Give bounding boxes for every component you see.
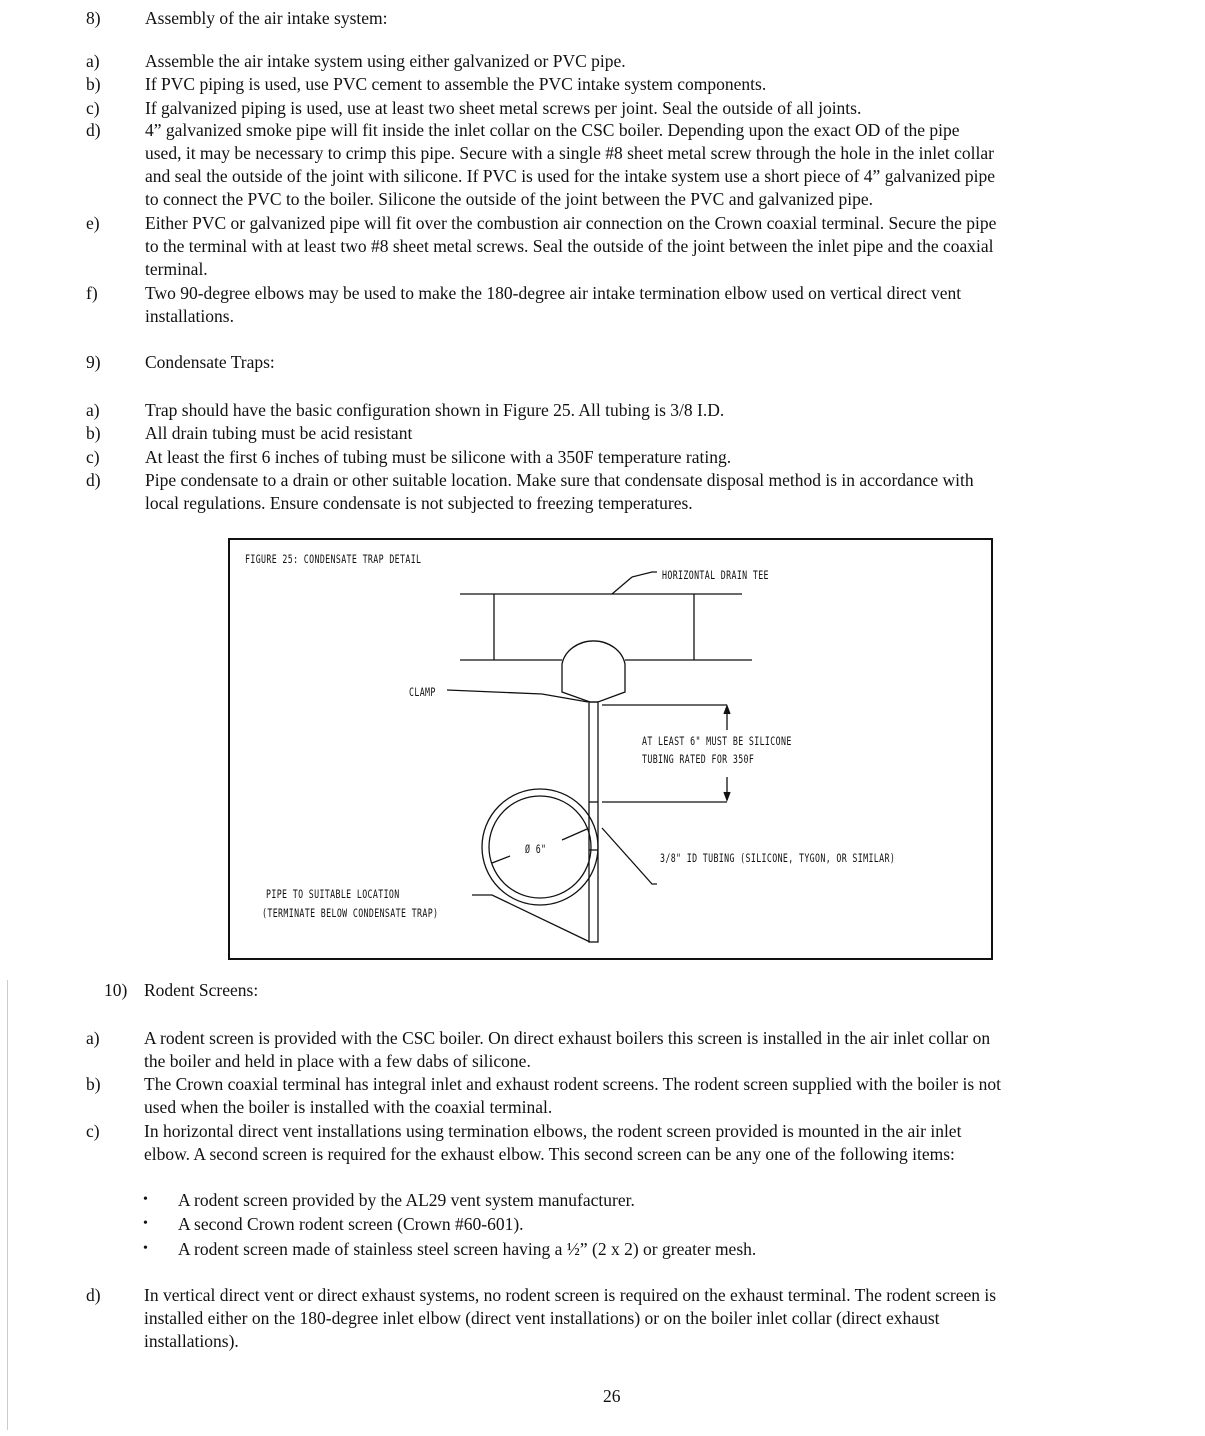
item-text-line: Either PVC or galvanized pipe will fit over the combustion air connection on the Crown coaxial terminal. Secure the pipe	[145, 213, 997, 233]
figure-title: FIGURE 25: CONDENSATE TRAP DETAIL	[245, 552, 422, 566]
scan-edge	[7, 980, 8, 1430]
item-label: 8)	[86, 8, 101, 28]
item-text-line: If galvanized piping is used, use at least two sheet metal screws per joint. Seal the outside of all joints.	[145, 98, 862, 118]
tubing	[589, 702, 598, 942]
item-text-line: used, it may be necessary to crimp this pipe. Secure with a single #8 sheet metal screw through the hole in the inlet collar	[145, 143, 994, 163]
item-text-line: The Crown coaxial terminal has integral inlet and exhaust rodent screens. The rodent screen supplied with the boiler is not	[144, 1074, 1001, 1094]
item-text-line: A rodent screen provided by the AL29 vent system manufacturer.	[178, 1190, 635, 1210]
item-text-line: Assemble the air intake system using either galvanized or PVC pipe.	[145, 51, 626, 71]
clamp-label: CLAMP	[409, 685, 436, 699]
item-text-line: Rodent Screens:	[144, 980, 259, 1000]
tubing-leader	[602, 828, 657, 884]
item-label: c)	[86, 1121, 100, 1141]
item-text-line: installed either on the 180-degree inlet elbow (direct vent installations) or on the boiler inlet collar (direct exhaust	[144, 1308, 940, 1328]
item-text-line: local regulations. Ensure condensate is not subjected to freezing temperatures.	[145, 493, 693, 513]
item-text-line: installations).	[144, 1331, 239, 1351]
item-text-line: and seal the outside of the joint with silicone. If PVC is used for the intake system use a short piece of 4” galvanized pipe	[145, 166, 995, 186]
item-label: d)	[86, 470, 101, 490]
item-label: a)	[86, 400, 100, 420]
item-text-line: installations.	[145, 306, 234, 326]
clamp-leader	[447, 690, 588, 702]
item-label: e)	[86, 213, 100, 233]
item-text-line: used when the boiler is installed with the coaxial terminal.	[144, 1097, 553, 1117]
item-text-line: At least the first 6 inches of tubing must be silicone with a 350F temperature rating.	[145, 447, 732, 467]
item-text-line: If PVC piping is used, use PVC cement to assemble the PVC intake system components.	[145, 74, 767, 94]
item-label: c)	[86, 98, 100, 118]
item-text-line: to the terminal with at least two #8 sheet metal screws. Seal the outside of the joint between the inlet pipe and the coaxial	[145, 236, 994, 256]
item-text-line: Trap should have the basic configuration shown in Figure 25. All tubing is 3/8 I.D.	[145, 400, 725, 420]
item-text-line: terminal.	[145, 259, 208, 279]
item-label: f)	[86, 283, 98, 303]
item-label: d)	[86, 120, 101, 140]
tubing-label: 3/8" ID TUBING (SILICONE, TYGON, OR SIMILAR)	[660, 851, 896, 865]
item-text-line: In vertical direct vent or direct exhaust systems, no rodent screen is required on the exhaust terminal. The rodent screen is	[144, 1285, 997, 1305]
item-text-line: 4” galvanized smoke pipe will fit inside the inlet collar on the CSC boiler. Depending upon the exact OD of the pipe	[145, 120, 960, 140]
pipe-label-1: PIPE TO SUITABLE LOCATION	[266, 887, 400, 901]
diameter-label: Ø 6"	[525, 842, 547, 856]
item-label: •	[143, 1216, 148, 1231]
item-text-line: to connect the PVC to the boiler. Silicone the outside of the joint between the PVC and galvanized pipe.	[145, 189, 874, 209]
figure-25-condensate-trap	[228, 538, 993, 960]
item-text-line: In horizontal direct vent installations using termination elbows, the rodent screen provided is mounted in the air inlet	[144, 1121, 962, 1141]
item-text-line: elbow. A second screen is required for the exhaust elbow. This second screen can be any one of the following items:	[144, 1144, 955, 1164]
item-label: •	[143, 1192, 148, 1207]
item-label: b)	[86, 1074, 101, 1094]
item-text-line: the boiler and held in place with a few dabs of silicone.	[144, 1051, 531, 1071]
item-text-line: Assembly of the air intake system:	[145, 8, 388, 28]
silicone-note-1: AT LEAST 6" MUST BE SILICONE	[642, 734, 792, 748]
item-text-line: Condensate Traps:	[145, 352, 275, 372]
item-label: a)	[86, 1028, 100, 1048]
item-text-line: A rodent screen made of stainless steel screen having a ½” (2 x 2) or greater mesh.	[178, 1239, 757, 1259]
item-text-line: Pipe condensate to a drain or other suitable location. Make sure that condensate disposal method is in accordance with	[145, 470, 974, 490]
trap-body	[562, 641, 625, 702]
item-label: c)	[86, 447, 100, 467]
item-label: d)	[86, 1285, 101, 1305]
item-text-line: Two 90-degree elbows may be used to make the 180-degree air intake termination elbow used on vertical direct vent	[145, 283, 962, 303]
item-label: •	[143, 1241, 148, 1256]
item-text-line: A second Crown rodent screen (Crown #60-601).	[178, 1214, 524, 1234]
drain-tee-label: HORIZONTAL DRAIN TEE	[662, 568, 769, 582]
pipe-label-2: (TERMINATE BELOW CONDENSATE TRAP)	[262, 906, 439, 920]
item-label: 10)	[104, 980, 128, 1000]
item-label: a)	[86, 51, 100, 71]
item-text-line: All drain tubing must be acid resistant	[145, 423, 413, 443]
page-number: 26	[603, 1386, 621, 1406]
item-label: b)	[86, 74, 101, 94]
pipe-leader	[472, 895, 590, 942]
item-label: 9)	[86, 352, 101, 372]
item-label: b)	[86, 423, 101, 443]
item-text-line: A rodent screen is provided with the CSC boiler. On direct exhaust boilers this screen is installed in the air inlet collar on	[144, 1028, 991, 1048]
silicone-note-2: TUBING RATED FOR 350F	[642, 752, 755, 766]
